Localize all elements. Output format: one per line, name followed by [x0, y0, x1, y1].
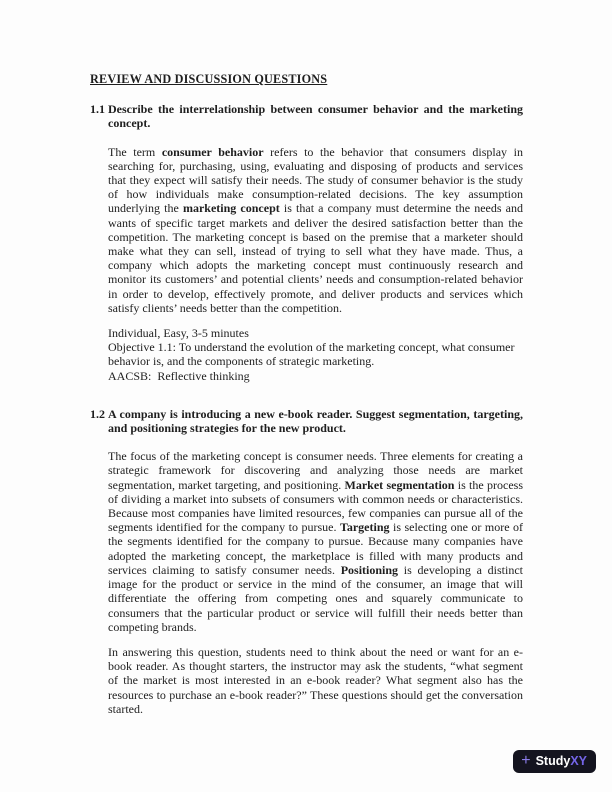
question-1-1-meta [108, 326, 523, 383]
question-text: A company is introducing a new e-book reader. Suggest segmentation, targeting, and positioning strategies for the new product. [108, 406, 523, 436]
question-1-2-heading [90, 407, 523, 435]
meta-difficulty: Individual, Easy, 3-5 minutes [108, 326, 249, 341]
document-title: REVIEW AND DISCUSSION QUESTIONS [90, 72, 328, 86]
brand-name-accent: XY [570, 754, 587, 769]
bold-term-consumer-behavior: consumer behavior [161, 144, 264, 159]
meta-objective: Objective 1.1: To understand the evolution of the marketing concept, what consumer behavior is, and the components of strategic marketing. [108, 340, 518, 369]
answer-1-2 [108, 449, 523, 716]
bold-term-marketing-concept: marketing concept [182, 201, 280, 216]
text-segment: is that a company must determine the needs and wants of specific target markets and deliver the desired satisfaction better than the competition. The marketing concept is based on the premise that a marketer should make what they can sell, instead of trying to sell what they have made. Thus, a company which adopts the marketing concept must continuously research and monitor its customers’ and potential clients’ needs and consumption-related behavior in order to develop, effectively promote, and deliver products and services which satisfy clients’ needs better than the competition. [108, 201, 523, 315]
answer-paragraph [108, 645, 523, 716]
bold-term-market-segmentation: Market segmentation [344, 477, 455, 492]
brand-name-primary: Study [535, 754, 571, 769]
question-1-1-heading [90, 102, 523, 130]
question-number: 1.1 [90, 102, 105, 117]
bold-term-targeting: Targeting [339, 520, 390, 535]
answer-paragraph [108, 449, 523, 634]
text-segment: is the process of dividing a market into subsets of consumers with common needs or characteristics. Because most companies have limited resources, few companies can pursue all of the segments identified for the company to pursue. [108, 477, 523, 535]
text-segment: is developing a distinct image for the product or service in the mind of the consumer, an image that will differentiate the offering from competing ones and squarely communicate to consumers that the particular product or service will fulfill their needs better than competing brands. [108, 562, 523, 634]
text-segment: The focus of the marketing concept is consumer needs. Three elements for creating a strategic framework for discovering and analyzing those needs are market segmentation, market targeting, and positioning. [108, 449, 523, 492]
question-text: Describe the interrelationship between consumer behavior and the marketing concept. [108, 102, 523, 131]
text-segment: The term [108, 144, 162, 159]
studyxy-logo[interactable] [513, 750, 596, 773]
plus-icon: + [521, 751, 531, 769]
text-segment: is selecting one or more of the segments identified for the company to pursue. Because many companies have adopted the marketing concept, the marketplace is filled with many products and services claiming to satisfy consumer needs. [108, 520, 524, 577]
text-segment: In answering this question, students need to think about the need or want for an e-book reader. As thought starters, the instructor may ask the students, “what segment of the market is most interested in an e-book reader? What segment also has the resources to purchase an e-book reader?” These questions should get the conversation started. [108, 644, 523, 716]
brand-name [536, 755, 587, 768]
text-segment: refers to the behavior that consumers display in searching for, purchasing, using, evaluating and disposing of products and services that they expect will satisfy their needs. The study of consumer behavior is the study of how individuals make consumption-related decisions. The key assumption underlying the [108, 144, 523, 216]
meta-aacsb: AACSB: Reflective thinking [108, 368, 250, 383]
answer-1-1 [108, 145, 523, 383]
bold-term-positioning: Positioning [340, 562, 399, 577]
answer-paragraph [108, 145, 523, 315]
document-content [90, 72, 523, 716]
question-number: 1.2 [90, 406, 105, 421]
